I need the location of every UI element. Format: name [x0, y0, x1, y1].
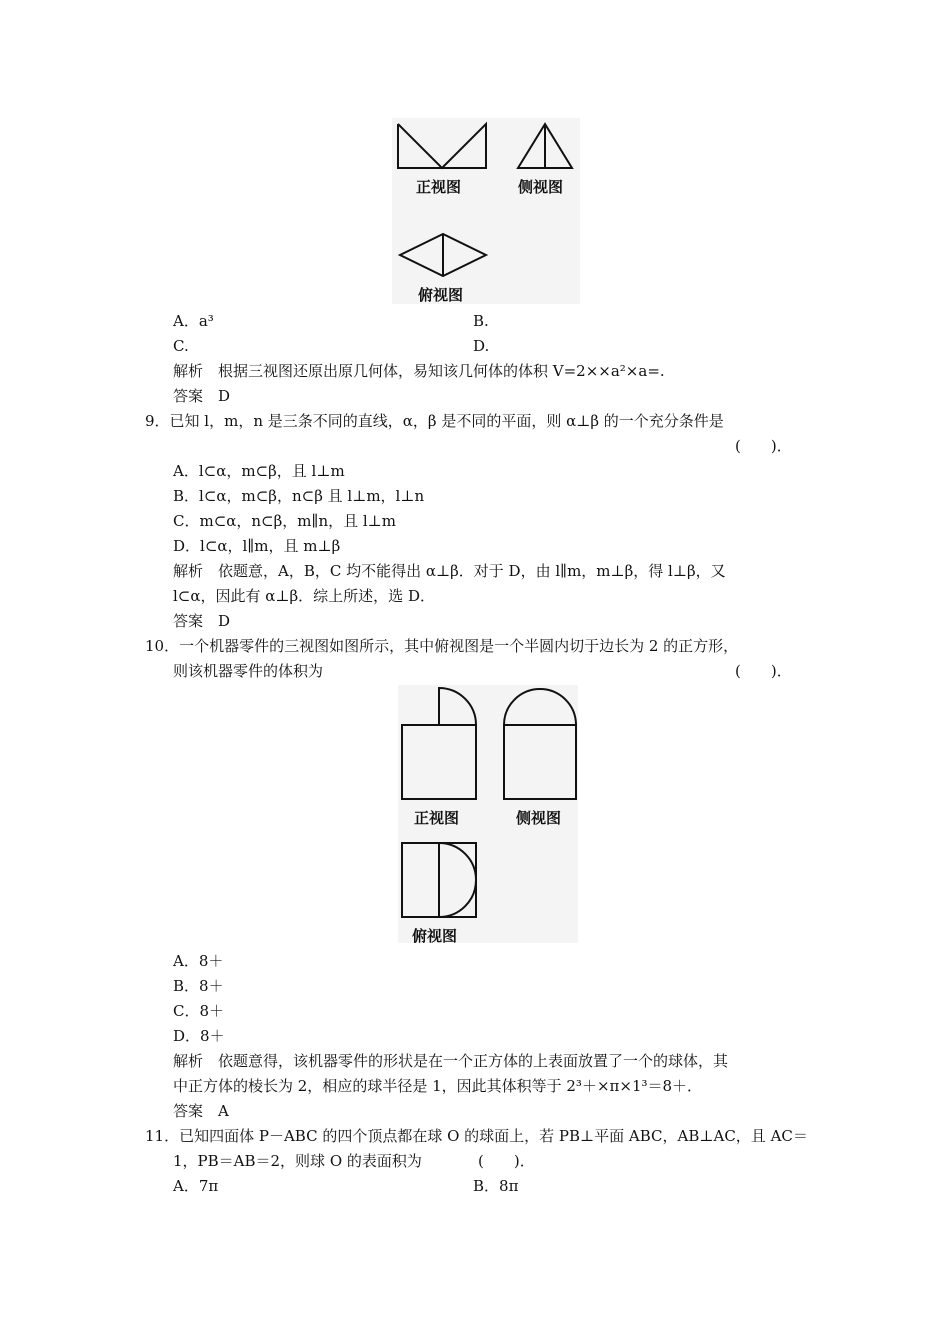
q10-analysis-line2: 中正方体的棱长为 2，相应的球半径是 1，因此其体积等于 2³＋×π×1³＝8＋．	[173, 1077, 703, 1095]
q10-answer: 答案 A	[173, 1102, 229, 1120]
q8-option-d: D.	[473, 337, 490, 355]
q10-analysis-line1: 解析 依题意得，该机器零件的形状是在一个正方体的上表面放置了一个的球体，其	[173, 1052, 729, 1070]
q8-front-caption: 正视图	[416, 178, 462, 196]
q10-option-c: C．8＋	[173, 1002, 225, 1020]
q10-side-caption: 侧视图	[516, 809, 562, 827]
q8-front-view-shape	[398, 124, 486, 168]
q10-option-a: A．8＋	[173, 952, 224, 970]
q9-answer: 答案 D	[173, 612, 231, 630]
q8-analysis: 解析 根据三视图还原出原几何体，易知该几何体的体积 V=2××a²×a=.	[173, 362, 665, 380]
q9-option-b: B．l⊂α，m⊂β，n⊂β 且 l⊥m，l⊥n	[173, 487, 425, 505]
q8-top-caption: 俯视图	[418, 286, 464, 304]
q9-option-a: A．l⊂α，m⊂β，且 l⊥m	[173, 462, 345, 480]
q11-stem-line1: 11．已知四面体 P－ABC 的四个顶点都在球 O 的球面上，若 PB⊥平面 ABC，AB⊥AC，且 AC＝	[145, 1127, 808, 1145]
q9-blank: ( )．	[735, 437, 792, 455]
q8-option-a: A．a³	[173, 312, 214, 330]
q10-three-view-figure	[398, 685, 578, 943]
q10-front-view-quarter-arc	[439, 688, 476, 725]
q8-option-b: B.	[473, 312, 489, 330]
q8-three-view-drawing	[392, 118, 580, 304]
q10-front-caption: 正视图	[414, 809, 460, 827]
q8-three-view-figure	[392, 118, 580, 304]
q9-analysis-line1: 解析 依题意，A，B，C 均不能得出 α⊥β．对于 D，由 l∥m，m⊥β，得 l⊥β，又	[173, 562, 726, 580]
q8-side-caption: 侧视图	[518, 178, 564, 196]
q8-option-c: C.	[173, 337, 189, 355]
q9-option-c: C．m⊂α，n⊂β，m∥n，且 l⊥m	[173, 512, 397, 530]
q11-stem-line2: 1，PB＝AB＝2，则球 O 的表面积为	[173, 1152, 422, 1170]
q9-option-d: D．l⊂α，l∥m，且 m⊥β	[173, 537, 341, 555]
q9-analysis-line2: l⊂α，因此有 α⊥β．综上所述，选 D．	[173, 587, 435, 605]
q10-option-d: D．8＋	[173, 1027, 225, 1045]
q9-stem: 9．已知 l，m，n 是三条不同的直线，α，β 是不同的平面，则 α⊥β 的一个充分条件是	[145, 412, 724, 430]
q10-side-view-semicircle	[504, 689, 576, 725]
q11-blank: ( )．	[478, 1152, 535, 1170]
q10-top-view-semicircle	[439, 843, 476, 917]
q10-side-view-square	[504, 725, 576, 799]
q10-blank: ( )．	[735, 662, 792, 680]
q11-option-b: B．8π	[473, 1177, 519, 1195]
q10-front-view-square	[402, 725, 476, 799]
q10-top-caption: 俯视图	[412, 927, 458, 945]
q10-option-b: B．8＋	[173, 977, 224, 995]
q10-stem-line2: 则该机器零件的体积为	[173, 662, 324, 680]
q8-answer: 答案 D	[173, 387, 231, 405]
q10-stem-line1: 10．一个机器零件的三视图如图所示，其中俯视图是一个半圆内切于边长为 2 的正方形，	[145, 637, 739, 655]
q11-option-a: A．7π	[173, 1177, 219, 1195]
